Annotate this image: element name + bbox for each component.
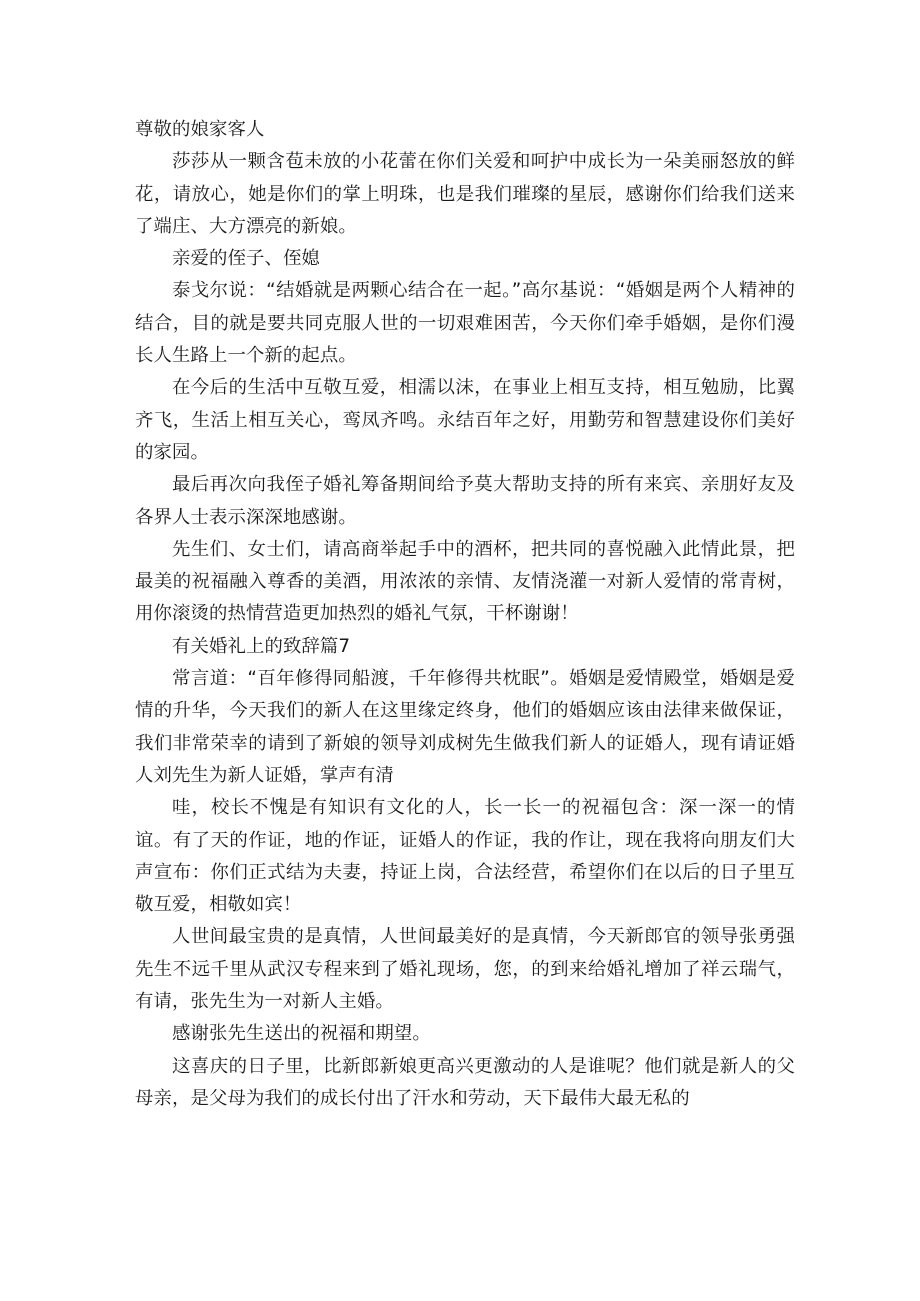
paragraph: 哇，校长不愧是有知识有文化的人，长一长一的祝福包含：深一深一的情谊。有了天的作证，地的作证，证婚人的作证，我的作让，现在我将向朋友们大声宣布：你们正式结为夫妻，持证上岗，合法经营，希望你们在以后的日子里互敬互爱，相敬如宾！ — [135, 797, 795, 916]
paragraph: 最后再次向我侄子婚礼筹备期间给予莫大帮助支持的所有来宾、亲朋好友及各界人士表示深深地感谢。 — [135, 474, 795, 528]
paragraph: 人世间最宝贵的是真情，人世间最美好的是真情，今天新郎官的领导张勇强先生不远千里从武汉专程来到了婚礼现场，您，的到来给婚礼增加了祥云瑞气，有请，张先生为一对新人主婚。 — [135, 926, 795, 1013]
paragraph: 感谢张先生送出的祝福和期望。 — [172, 1023, 431, 1045]
paragraph: 先生们、女士们，请高商举起手中的酒杯，把共同的喜悦融入此情此景，把最美的祝福融入尊香的美酒，用浓浓的亲情、友情浇灌一对新人爱情的常青树，用你滚烫的热情营造更加热烈的婚礼气氛，干杯谢谢！ — [135, 538, 795, 625]
paragraph: 常言道：“百年修得同船渡，千年修得共枕眠”。婚姻是爱情殿堂，婚姻是爱情的升华，今天我们的新人在这里缘定终身，他们的婚姻应该由法律来做保证，我们非常荣幸的请到了新娘的领导刘成树先生做我们新人的证婚人，现有请证婚人刘先生为新人证婚，掌声有清 — [135, 668, 795, 786]
salutation-nephew: 亲爱的侄子、侄媳 — [172, 248, 320, 270]
salutation-maternal-guests: 尊敬的娘家客人 — [135, 119, 265, 140]
paragraph: 在今后的生活中互敬互爱，相濡以沫，在事业上相互支持，相互勉励，比翼齐飞，生活上相互关心，鸾凤齐鸣。永结百年之好，用勤劳和智慧建设你们美好的家园。 — [135, 377, 795, 463]
paragraph: 泰戈尔说：“结婚就是两颗心结合在一起。”高尔基说：“婚姻是两个人精神的结合，目的就是要共同克服人世的一切艰难困苦，今天你们牵手婚姻，是你们漫长人生路上一个新的起点。 — [135, 280, 795, 367]
section-heading: 有关婚礼上的致辞篇7 — [172, 635, 351, 657]
paragraph: 这喜庆的日子里，比新郎新娘更高兴更激动的人是谁呢？他们就是新人的父母亲，是父母为我们的成长付出了汗水和劳动，天下最伟大最无私的 — [135, 1055, 795, 1109]
document-body — [135, 114, 795, 1115]
paragraph: 莎莎从一颗含苞未放的小花蕾在你们关爱和呵护中成长为一朵美丽怒放的鲜花，请放心，她是你们的掌上明珠，也是我们璀璨的星辰，感谢你们给我们送来了端庄、大方漂亮的新娘。 — [135, 151, 795, 237]
